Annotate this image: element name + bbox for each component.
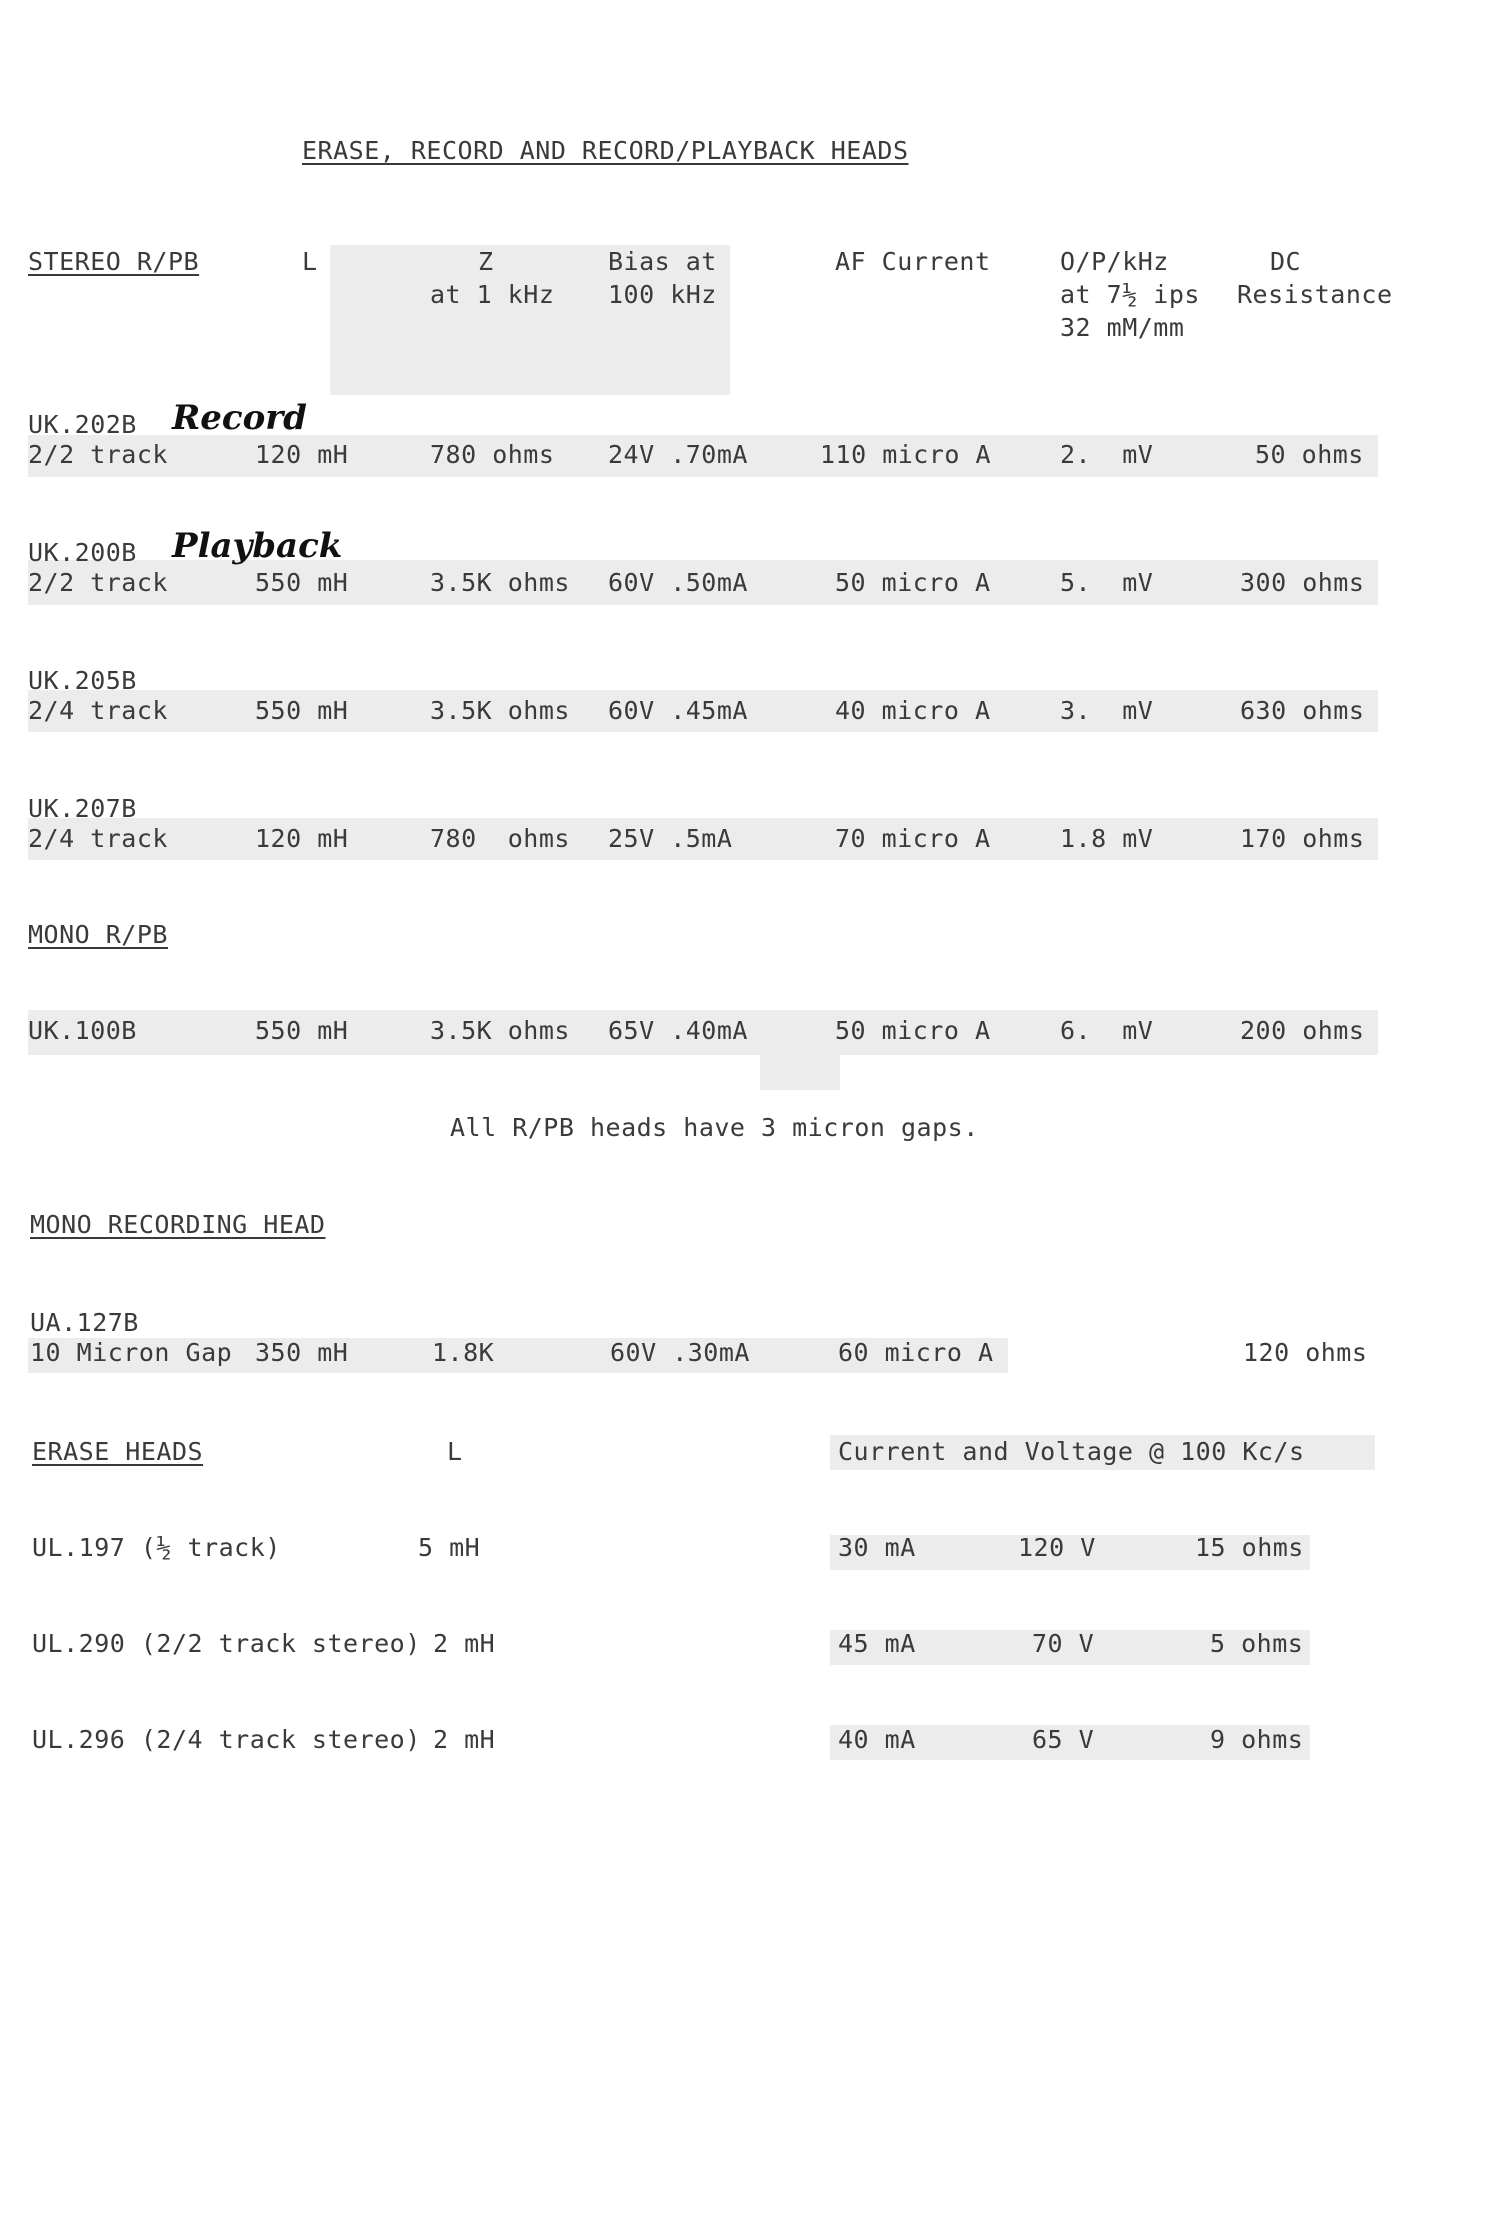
value-z: 780 ohms xyxy=(430,824,570,853)
value-l: 5 mH xyxy=(418,1533,481,1562)
col-header-op-sub2: 32 mM/mm xyxy=(1060,313,1185,342)
col-header-op-sub1: at 7½ ips xyxy=(1060,280,1200,309)
value-bias: 25V .5mA xyxy=(608,824,733,853)
value-af: 70 micro A xyxy=(835,824,991,853)
section-mono-recording: MONO RECORDING HEAD xyxy=(30,1210,326,1239)
value-current: 30 mA xyxy=(838,1533,916,1562)
col-header-op: O/P/kHz xyxy=(1060,247,1169,276)
value-l: 550 mH xyxy=(255,1016,349,1045)
value-current: 45 mA xyxy=(838,1629,916,1658)
track: 2/2 track xyxy=(28,440,168,469)
section-stereo-rpb: STEREO R/PB xyxy=(28,247,200,276)
value-voltage: 120 V xyxy=(1018,1533,1096,1562)
value-l: 350 mH xyxy=(255,1338,349,1367)
model-ul296: UL.296 (2/4 track stereo) xyxy=(32,1725,421,1754)
value-l: 120 mH xyxy=(255,440,349,469)
value-af: 50 micro A xyxy=(835,1016,991,1045)
value-af: 50 micro A xyxy=(835,568,991,597)
value-z: 3.5K ohms xyxy=(430,568,570,597)
model-uk207b: UK.207B xyxy=(28,794,137,823)
value-voltage: 70 V xyxy=(1032,1629,1095,1658)
value-dc: 170 ohms xyxy=(1240,824,1365,853)
value-bias: 60V .50mA xyxy=(608,568,748,597)
value-dc: 630 ohms xyxy=(1240,696,1365,725)
value-op: 3. mV xyxy=(1060,696,1154,725)
col-header-dc: DC xyxy=(1270,247,1302,276)
value-resistance: 5 ohms xyxy=(1210,1629,1304,1658)
page-title: ERASE, RECORD AND RECORD/PLAYBACK HEADS xyxy=(302,136,909,165)
value-l: 2 mH xyxy=(433,1725,496,1754)
col-header-l: L xyxy=(302,247,318,276)
value-dc: 120 ohms xyxy=(1243,1338,1368,1367)
model-ua127b: UA.127B xyxy=(30,1308,139,1337)
value-op: 6. mV xyxy=(1060,1016,1154,1045)
value-bias: 24V .70mA xyxy=(608,440,748,469)
value-l: 120 mH xyxy=(255,824,349,853)
track: 2/4 track xyxy=(28,824,168,853)
gap-desc: 10 Micron Gap xyxy=(30,1338,233,1367)
section-mono-rpb: MONO R/PB xyxy=(28,920,168,949)
value-af: 60 micro A xyxy=(838,1338,994,1367)
value-z: 3.5K ohms xyxy=(430,1016,570,1045)
value-op: 1.8 mV xyxy=(1060,824,1154,853)
value-resistance: 15 ohms xyxy=(1195,1533,1304,1562)
track: 2/4 track xyxy=(28,696,168,725)
value-bias: 65V .40mA xyxy=(608,1016,748,1045)
value-af: 110 micro A xyxy=(820,440,992,469)
value-bias: 60V .45mA xyxy=(608,696,748,725)
model-uk200b: UK.200B xyxy=(28,538,137,567)
col-header-z-sub: at 1 kHz xyxy=(430,280,555,309)
value-current: 40 mA xyxy=(838,1725,916,1754)
model-uk202b: UK.202B xyxy=(28,410,137,439)
col-header-l: L xyxy=(447,1437,463,1466)
value-l: 550 mH xyxy=(255,696,349,725)
value-dc: 300 ohms xyxy=(1240,568,1365,597)
model-uk205b: UK.205B xyxy=(28,666,137,695)
value-z: 780 ohms xyxy=(430,440,555,469)
value-resistance: 9 ohms xyxy=(1210,1725,1304,1754)
col-header-bias: Bias at xyxy=(608,247,717,276)
handwritten-note: Record xyxy=(172,398,307,438)
track: 2/2 track xyxy=(28,568,168,597)
value-dc: 200 ohms xyxy=(1240,1016,1365,1045)
scan-shading xyxy=(760,1050,840,1090)
model-ul197: UL.197 (½ track) xyxy=(32,1533,281,1562)
value-op: 2. mV xyxy=(1060,440,1154,469)
value-z: 1.8K xyxy=(432,1338,495,1367)
section-erase: ERASE HEADS xyxy=(32,1437,204,1466)
value-af: 40 micro A xyxy=(835,696,991,725)
model-uk100b: UK.100B xyxy=(28,1016,137,1045)
value-l: 2 mH xyxy=(433,1629,496,1658)
value-bias: 60V .30mA xyxy=(610,1338,750,1367)
value-l: 550 mH xyxy=(255,568,349,597)
col-header-bias-sub: 100 kHz xyxy=(608,280,717,309)
gap-note: All R/PB heads have 3 micron gaps. xyxy=(450,1113,979,1142)
col-header-current-voltage: Current and Voltage @ 100 Kc/s xyxy=(838,1437,1305,1466)
value-z: 3.5K ohms xyxy=(430,696,570,725)
col-header-dc-sub: Resistance xyxy=(1237,280,1393,309)
value-op: 5. mV xyxy=(1060,568,1154,597)
col-header-af: AF Current xyxy=(835,247,991,276)
handwritten-note: Playback xyxy=(172,526,343,566)
col-header-z: Z xyxy=(478,247,494,276)
model-ul290: UL.290 (2/2 track stereo) xyxy=(32,1629,421,1658)
value-voltage: 65 V xyxy=(1032,1725,1095,1754)
value-dc: 50 ohms xyxy=(1255,440,1364,469)
